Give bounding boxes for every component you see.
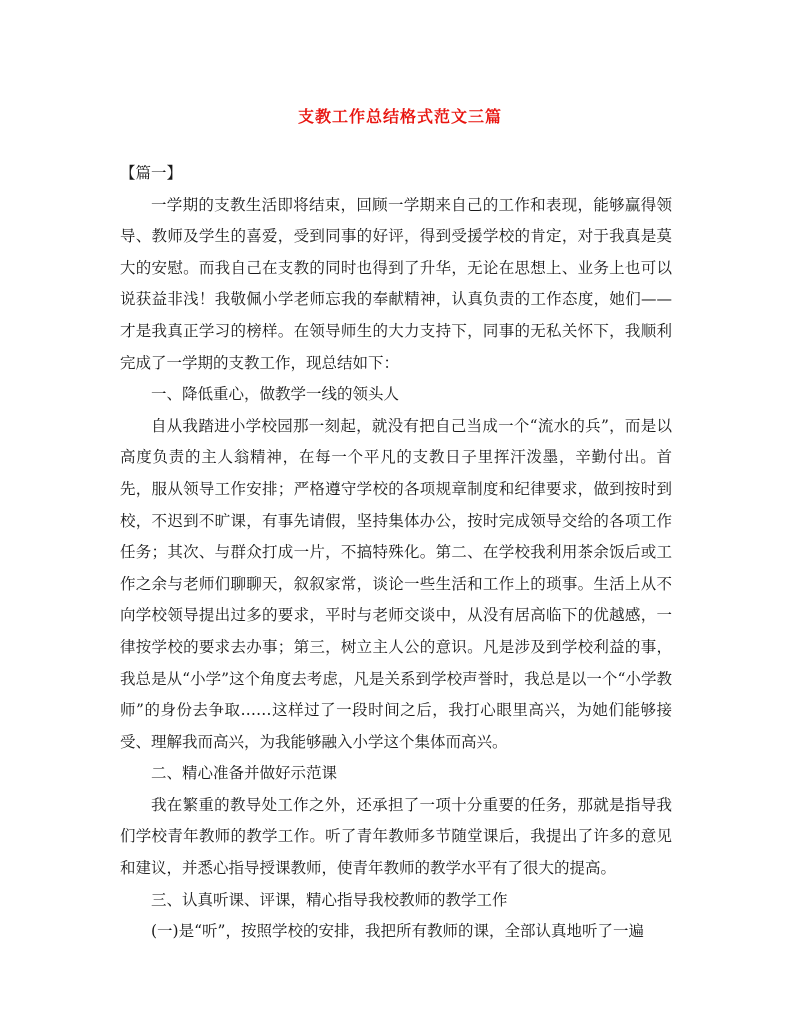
paragraph-one: 自从我踏进小学校园那一刻起，就没有把自己当成一个“流水的兵”，而是以高度负责的主人翁精神，在每一个平凡的支教日子里挥汗泼墨，辛勤付出。首先，服从领导工作安排；严格遵守学校的各项规章制度和纪律要求，做到按时到校，不迟到不旷课，有事先请假，坚持集体办公，按时完成领导交给的各项工作任务；其次、与群众打成一片，不搞特殊化。第二、在学校我利用茶余饭后或工作之余与老师们聊聊天，叙叙家常，谈论一些生活和工作上的琐事。生活上从不向学校领导提出过多的要求，平时与老师交谈中，从没有居高临下的优越感，一律按学校的要求去办事；第三，树立主人公的意识。凡是涉及到学校利益的事，我总是从“小学”这个角度去考虑，凡是关系到学校声誉时，我总是以一个“小学教师”的身份去争取……这样过了一段时间之后，我打心眼里高兴，为她们能够接受、理解我而高兴，为我能够融入小学这个集体而高兴。	[120, 416, 672, 751]
document-body	[120, 158, 672, 948]
paragraph-three: (一)是“听”，按照学校的安排，我把所有教师的课，全部认真地听了一遍	[151, 922, 644, 941]
heading-two: 二、精心准备并做好示范课	[151, 764, 338, 783]
paragraph-two: 我在繁重的教导处工作之外，还承担了一项十分重要的任务，那就是指导我们学校青年教师的教学工作。听了青年教师多节随堂课后，我提出了许多的意见和建议，并悉心指导授课教师，使青年教师的教学水平有了很大的提高。	[120, 795, 672, 878]
heading-three: 三、认真听课、评课，精心指导我校教师的教学工作	[151, 890, 508, 909]
heading-one: 一、降低重心，做教学一线的领头人	[151, 385, 400, 404]
document-title: 支教工作总结格式范文三篇	[297, 107, 502, 126]
intro-paragraph: 一学期的支教生活即将结束，回顾一学期来自己的工作和表现，能够赢得领导、教师及学生的喜爱，受到同事的好评，得到受援学校的肯定，对于我真是莫大的安慰。而我自己在支教的同时也得到了升华，无论在思想上、业务上也可以说获益非浅！我敬佩小学老师忘我的奉献精神，认真负责的工作态度，她们——才是我真正学习的榜样。在领导师生的大力支持下，同事的无私关怀下，我顺利完成了一学期的支教工作，现总结如下：	[120, 195, 672, 372]
section-label: 【篇一】	[120, 164, 183, 182]
